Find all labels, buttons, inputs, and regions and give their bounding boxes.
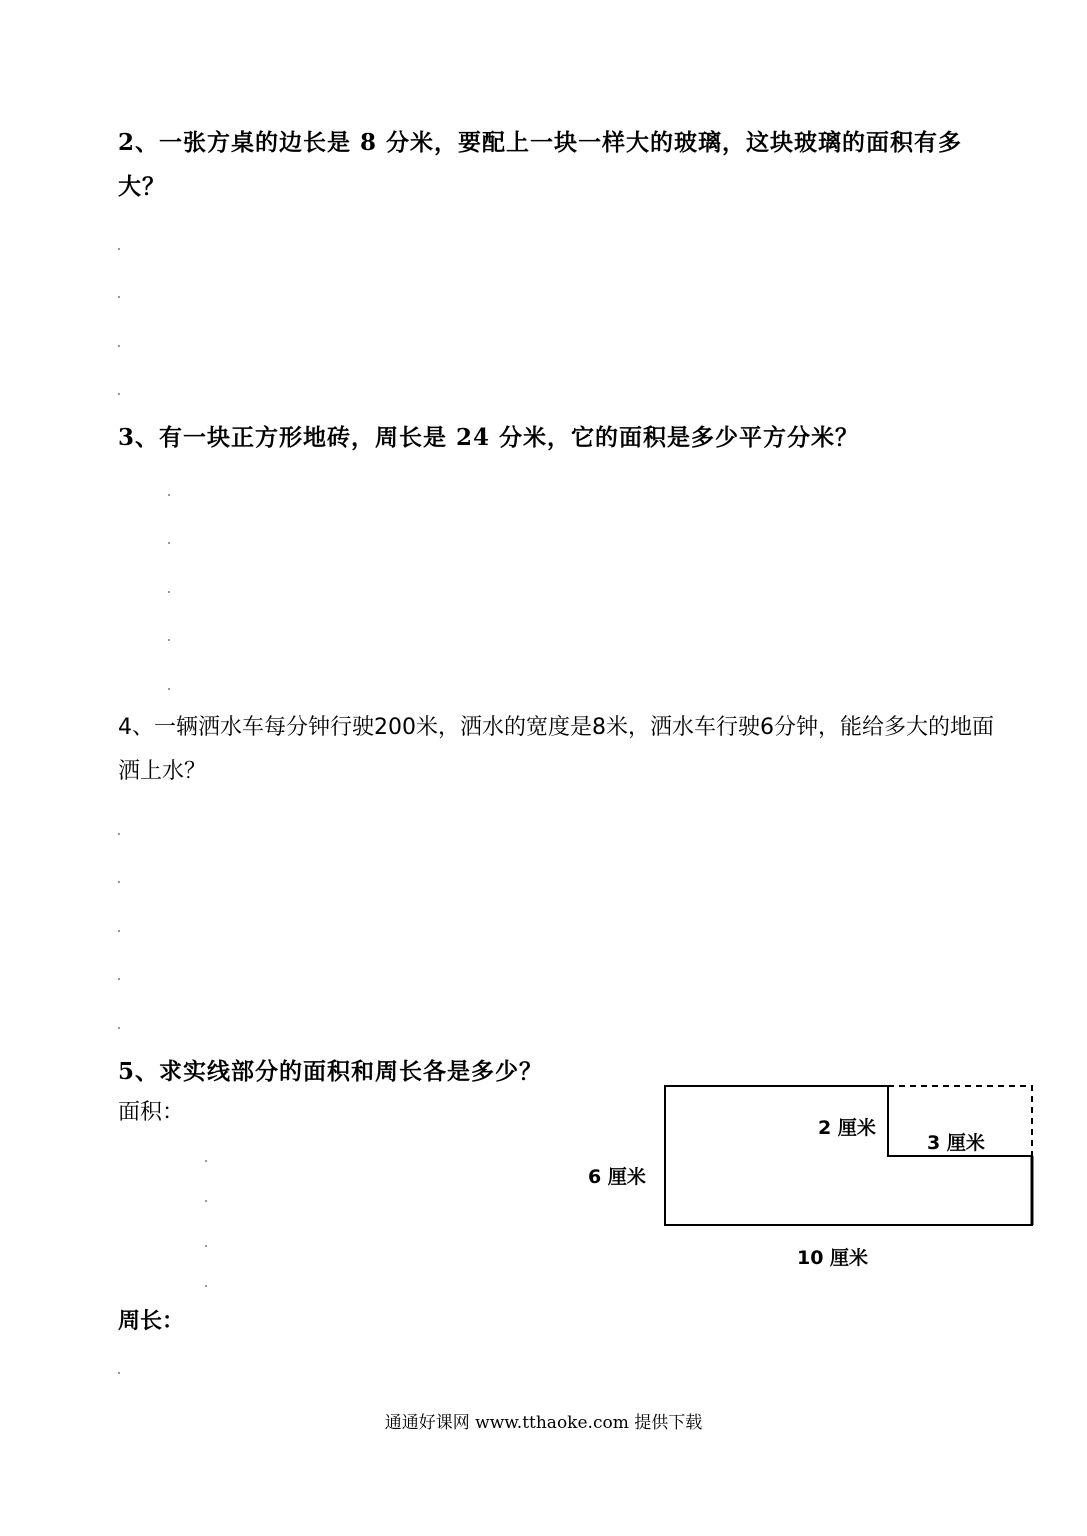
perimeter-answer-label: 周长： [118, 1308, 185, 1334]
notch-height-label: 2 厘米 [818, 1117, 876, 1139]
question-4: 4、一辆洒水车每分钟行驶200米，洒水的宽度是8米，洒水车行驶6分钟，能给多大的地面洒上水？ [118, 715, 994, 784]
area-answer-label: 面积： [118, 1100, 185, 1125]
height-label: 6 厘米 [588, 1166, 646, 1188]
question-3: 3、有一块正方形地砖，周长是 24 分米，它的面积是多少平方分米？ [118, 424, 860, 451]
question-5: 5、求实线部分的面积和周长各是多少？ [118, 1058, 544, 1085]
question-2: 2、一张方桌的边长是 8 分米，要配上一块一样大的玻璃，这块玻璃的面积有多大？ [118, 129, 963, 200]
footer-credit: 通通好课网 www.tthaoke.com 提供下载 [384, 1413, 703, 1433]
figure-solid-outline [665, 1086, 1032, 1225]
notch-width-label: 3 厘米 [927, 1132, 985, 1154]
width-label: 10 厘米 [797, 1247, 869, 1269]
